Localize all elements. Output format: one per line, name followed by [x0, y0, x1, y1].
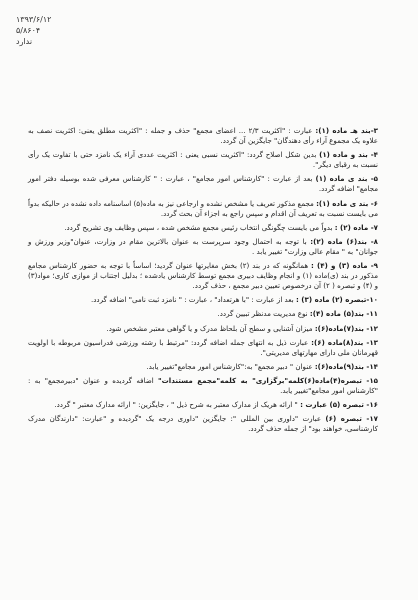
item-lead: ۴- بند و ماده (۱): [319, 150, 378, 160]
item-lead: ۸- بند(۶) ماده (۲):: [310, 236, 378, 246]
list-item: [28, 362, 378, 372]
item-lead: ۱۷- تبصره (۶): [325, 414, 378, 424]
list-item: [28, 324, 378, 334]
item-text: با توجه به احتمال وجود سرپرست به عنوان بالاترین مقام در وزارت، عنوان"وزیر ورزش و جوانان" به " مقام عالی وزارت" تغییر یابد .: [28, 236, 378, 256]
list-item: [28, 174, 378, 194]
list-item: [28, 223, 378, 233]
item-lead: ۹- ماده (۳) و (۴) :: [311, 261, 378, 271]
item-lead: ۱۱- بند(۵) ماده (۴):: [309, 309, 378, 319]
item-text: بدواً می بایست چگونگی انتخاب رئیس مجمع مشخص شده ، سپس وظایف وی تشریح گردد.: [64, 222, 333, 232]
item-text: میزان آشنایی و سطح آن بلحاظ مدرک و یا گواهی معتبر مشخص شود.: [106, 323, 313, 333]
list-item: [28, 295, 378, 305]
item-text: مجمع مذکور تعریف یا مشخص نشده و ارجاعی نیز به ماده(۵) اساسنامه داده نشده در حالیکه بدواً می بایست نسبت به تعریف آن اقدام و سپس راجع به اجزاء آن بحث گردد.: [28, 198, 378, 218]
list-item: [28, 150, 378, 170]
item-lead: ۷- ماده (۲) :: [334, 222, 378, 232]
list-item: [28, 126, 378, 146]
item-text: نوع مدیریت مدنظر تبیین گردد.: [217, 309, 308, 319]
letter-date: ۱۳۹۳/۶/۱۲: [16, 15, 52, 24]
item-text: بعد از عبارت : "کارشناس امور مجامع" ، عبارت : " کارشناس معرفی شده بوسیله دفتر امور مجامع" اضافه گردد.: [28, 174, 378, 194]
item-text: بدین شکل اصلاح گردد: "اکثریت نسبی یعنی : اکثریت عددی آراء یک نامزد حتی با تفاوت یک رأی نسبت به رقبای دیگر".: [28, 150, 378, 170]
item-text: عبارت "داوری بین المللی ": جایگزین "داوری درجه یک "گردیده و "عبارت: "دارندگان مدرک کارشناسی، خواهند بود" از جمله حذف گردد.: [28, 414, 378, 434]
item-text: عنوان " دبیر مجمع" به:"کارشناس امور مجامع"تغییر یابد.: [146, 361, 313, 371]
list-item: [28, 414, 378, 434]
item-lead: ۵- بند ی ماده (۱): [315, 174, 379, 184]
list-item: [28, 261, 378, 291]
item-lead: ۱۵- تبصره(۴)ماده(۶)کلمه"برگزاری" به کلمه"مجمع مستندات": [157, 375, 378, 385]
list-item: [28, 237, 378, 257]
item-lead: ۱۳- بند(۸)ماده (۶):: [311, 337, 378, 347]
item-lead: ۱۶- تبصره (۵) عبارت :: [300, 400, 378, 410]
attachment-status: ندارد: [16, 37, 33, 46]
item-text: " ارائه هریک از مدارک معتبر به شرح ذیل " ، جایگزین: " ارائه مدارک معتبر " گردد.: [54, 400, 298, 410]
item-text: بعد از عبارت : "با هرتعداد" ، عبارت : " نامزد ثبت نامی" اضافه گردد.: [91, 295, 294, 305]
document-body: [28, 126, 378, 438]
item-lead: ۱۰-تبصره (۲) ماده (۳) :: [295, 295, 378, 305]
list-item: [28, 338, 378, 358]
item-text: عبارت ذیل به انتهای جمله اضافه گردد: "مرتبط با رشته ورزشی فدراسیون مربوطه با اولویت قهرمانان ملی دارای مهارتهای مدیریتی".: [28, 337, 378, 357]
item-text: اضافه گردیده و عنوان "دبیرمجمع" به : "کارشناس امور مجامع"تغییر یابد.: [28, 375, 378, 395]
item-text: همانگونه که در بند (۲) بخش مغایرتها عنوان گردید؛ اساساً با توجه به حضور کارشناس مجامع مذکور در بند (ی)ماده (۱) و انجام وظایف دبیری مجمع توسط کارشناس یادشده ؛ بدلیل اجتناب از موازی کاری؛ مواد(۳) و (۴) و تبصره ( ۲) آن درخصوص تعیین دبیر مجمع ، حذف گردد.: [28, 261, 379, 291]
letter-header: [16, 14, 136, 47]
list-item: [28, 309, 378, 319]
item-text: عبارت : "اکثریت ۲/۳ ... اعضای مجمع" حذف و جمله : "اکثریت مطلق یعنی: اکثریت نصف به علاوه یک مجموع آراء رأی دهندگان" جایگزین آن گردد.: [28, 126, 378, 146]
list-item: [28, 199, 378, 219]
list-item: [28, 400, 378, 410]
item-lead: ۱۴- بند(۹)ماده(۶):: [314, 361, 378, 371]
item-lead: ۶- بند ی ماده (۱):: [316, 198, 379, 208]
item-lead: ۱۲- بند(۷)ماده(۶):: [314, 323, 378, 333]
list-item: [28, 376, 378, 396]
letter-number: ۵/۸۶۰۴: [16, 26, 41, 35]
item-lead: ۳-بند هـ ماده (۱):: [315, 126, 378, 135]
